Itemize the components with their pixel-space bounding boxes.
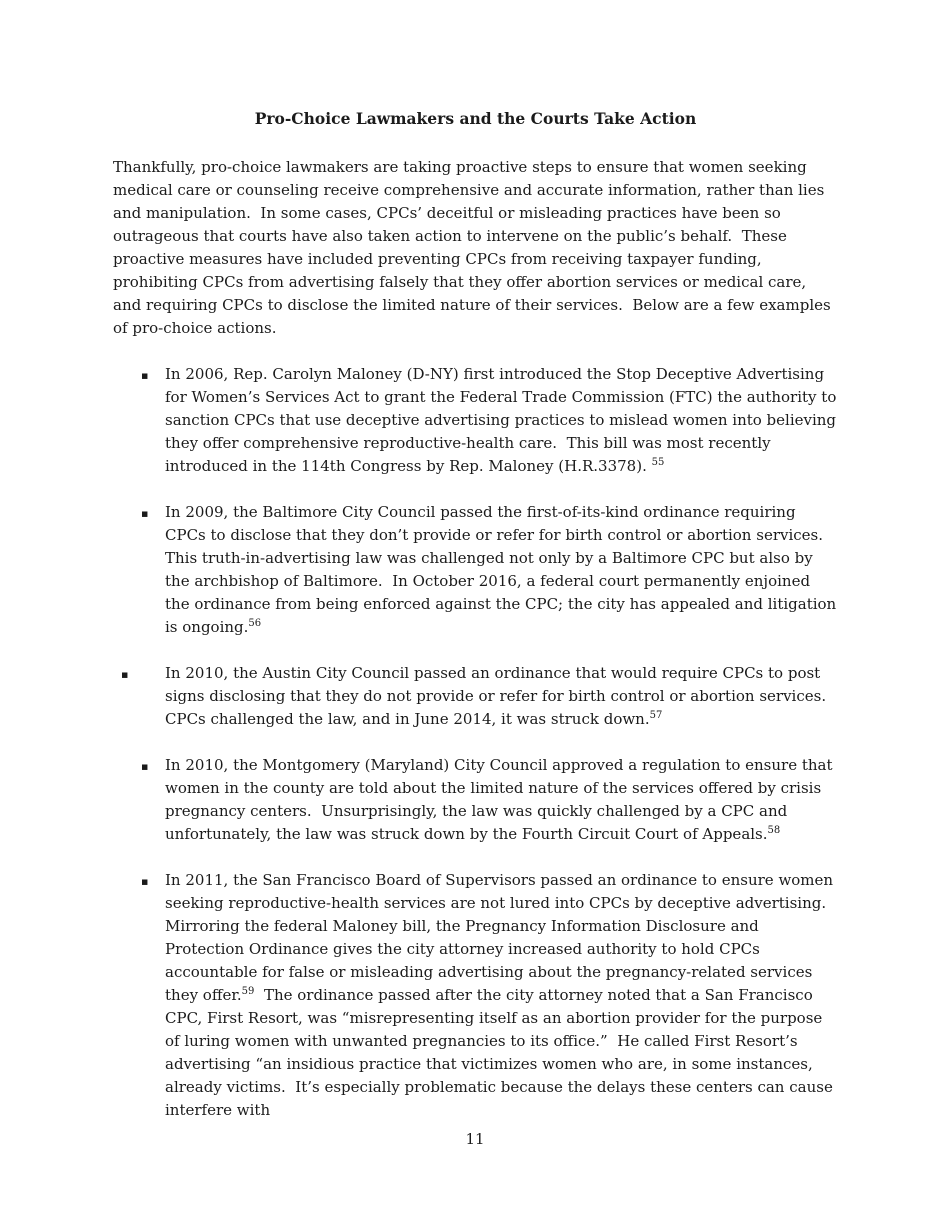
intro-paragraph: Thankfully, pro-choice lawmakers are taking proactive steps to ensure that women seeking medical care or counseling receive comprehensive and accurate information, rather than lies and manipulation. In some cases, CPCs’ deceitful or misleading practices have been so outrageous that courts have also taken action to intervene on the public’s behalf. These proactive measures have included preventing CPCs from receiving taxpayer funding, prohibiting CPCs from advertising falsely that they offer abortion services or medical care, and requiring CPCs to disclose the limited nature of their services. Below are a few examples of pro-choice actions. <box>113 158 836 337</box>
bullet-list <box>113 363 842 1122</box>
bullet-text: In 2011, the San Francisco Board of Supervisors passed an ordinance to ensure women seeking reproductive-health services are not lured into CPCs by deceptive advertising. Mirroring the federal Maloney bill, the Pregnancy Information Disclosure and Protection Ordinance gives the city attorney increased authority to hold CPCs accountable for false or misleading advertising about the pregnancy-related services they offer.$^{59}$ The ordinance passed after the city attorney noted that a San Francisco CPC, First Resort, was “misrepresenting itself as an abortion provider for the purpose of luring women with unwanted pregnancies to its office.” He called First Resort’s advertising “an insidious practice that victimizes women who are, in some instances, already victims. It’s especially problematic because the delays these centers can cause interfere with <box>165 871 838 1119</box>
bullet-text: In 2006, Rep. Carolyn Maloney (D-NY) first introduced the Stop Deceptive Advertising for Women’s Services Act to grant the Federal Trade Commission (FTC) the authority to sanction CPCs that use deceptive advertising practices to mislead women into believing they offer comprehensive reproductive-health care. This bill was most recently introduced in the 114th Congress by Rep. Maloney (H.R.3378). $^{55}$ <box>165 365 842 475</box>
bullet-text: In 2010, the Montgomery (Maryland) City Council approved a regulation to ensure that women in the county are told about the limited nature of the services offered by crisis pregnancy centers. Unsurprisingly, the law was quickly challenged by a CPC and unfortunately, the law was struck down by the Fourth Circuit Court of Appeals.$^{58}$ <box>165 756 838 843</box>
footnote-reference: 55 <box>651 457 665 468</box>
square-bullet-icon: ▪ <box>141 760 149 773</box>
footnote-reference: 58 <box>767 825 781 836</box>
bullet-item <box>113 662 838 731</box>
bullet-item <box>113 363 842 478</box>
footnote-reference: 56 <box>248 618 262 629</box>
square-bullet-icon: ▪ <box>121 668 129 681</box>
bullet-item <box>113 869 838 1122</box>
square-bullet-icon: ▪ <box>141 369 149 382</box>
bullet-item <box>113 754 838 846</box>
page-number: 11 <box>465 1130 485 1148</box>
square-bullet-icon: ▪ <box>141 507 149 520</box>
page-title: Pro-Choice Lawmakers and the Courts Take Action <box>254 109 697 128</box>
bullet-text: In 2009, the Baltimore City Council passed the first-of-its-kind ordinance requiring CPCs to disclose that they don’t provide or refer for birth control or abortion services. This truth-in-advertising law was challenged not only by a Baltimore CPC but also by the archbishop of Baltimore. In October 2016, a federal court permanently enjoined the ordinance from being enforced against the CPC; the city has appealed and litigation is ongoing.$^{56}$ <box>165 503 841 636</box>
bullet-item <box>113 501 841 639</box>
square-bullet-icon: ▪ <box>141 875 149 888</box>
bullet-text: In 2010, the Austin City Council passed an ordinance that would require CPCs to post signs disclosing that they do not provide or refer for birth control or abortion services. CPCs challenged the law, and in June 2014, it was struck down.$^{57}$ <box>165 664 836 728</box>
footnote-reference: 57 <box>649 710 663 721</box>
footnote-reference: 59 <box>241 986 255 997</box>
